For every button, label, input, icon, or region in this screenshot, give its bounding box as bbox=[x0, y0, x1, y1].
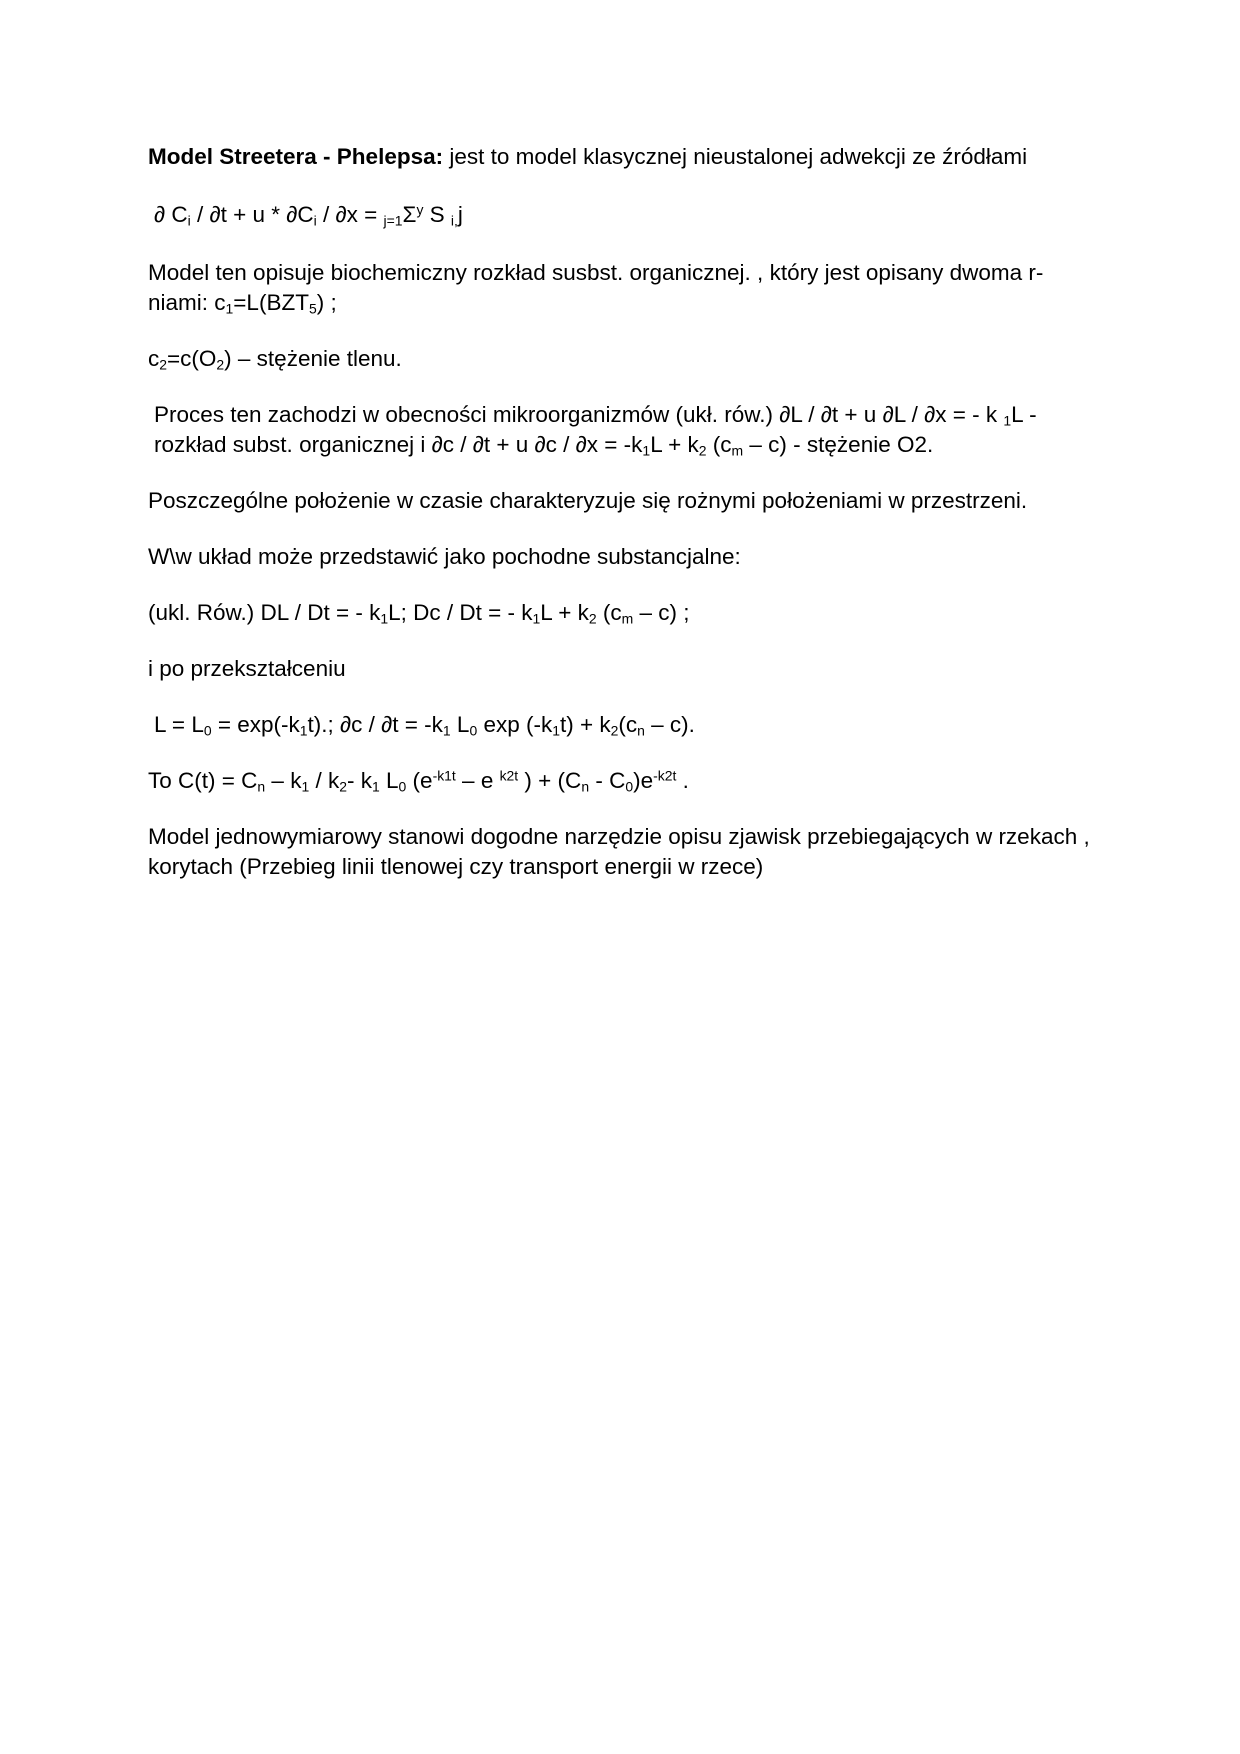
eq-text: = exp(-k bbox=[211, 712, 300, 737]
one-dimensional-model-paragraph: Model jednowymiarowy stanowi dogodne narzędzie opisu zjawisk przebiegających w rzekach , korytach (Przebieg linii tlenowej czy transport energii w rzece) bbox=[148, 824, 1090, 879]
eq-sub: n bbox=[257, 778, 266, 795]
eq-sup: y bbox=[416, 201, 424, 218]
eq-sub: m bbox=[731, 442, 744, 459]
eq-text: exp (-k bbox=[477, 712, 553, 737]
eq-sub: 1 bbox=[372, 778, 380, 795]
eq-sub: m bbox=[621, 610, 634, 627]
eq-text: – c). bbox=[644, 712, 695, 737]
eq-sub: 5 bbox=[308, 300, 317, 317]
eq-text: ) + (C bbox=[518, 768, 582, 793]
eq-text: ∂ C bbox=[154, 202, 188, 227]
eq-sub: 1 bbox=[1003, 412, 1012, 429]
eq-sub: 2 bbox=[610, 722, 619, 739]
document-page bbox=[148, 142, 1098, 882]
intro-paragraph bbox=[148, 142, 1098, 172]
eq-sup: k2t bbox=[499, 767, 519, 784]
eq-sub: 1 bbox=[301, 778, 310, 795]
eq-text: L bbox=[450, 712, 470, 737]
eq-sub: 0 bbox=[398, 778, 407, 795]
intro-text: jest to model klasycznej nieustalonej adwekcji ze źródłami bbox=[443, 144, 1028, 169]
sum-symbol: Σ bbox=[402, 202, 417, 227]
eq-text: / ∂t + u * ∂C bbox=[190, 202, 314, 227]
eq-text: / ∂x = bbox=[316, 202, 384, 227]
eq-sub: 1 bbox=[225, 300, 234, 317]
eq-text: – k bbox=[265, 768, 302, 793]
eq-sub: 2 bbox=[159, 356, 168, 373]
eq-sub: 1 bbox=[442, 722, 451, 739]
body-text: (c bbox=[706, 432, 732, 457]
eq-text: j bbox=[457, 202, 463, 227]
eq-text: S bbox=[423, 202, 451, 227]
eq-text: t).; ∂c / ∂t = -k bbox=[307, 712, 443, 737]
eq-sub: 2 bbox=[588, 610, 597, 627]
body-text: =L(BZT bbox=[233, 290, 309, 315]
equation-advection bbox=[148, 200, 1098, 230]
eq-text: - k bbox=[347, 768, 372, 793]
eq-text: L; Dc / Dt = - k bbox=[388, 600, 533, 625]
eq-sub: 0 bbox=[625, 778, 634, 795]
eq-sub: 2 bbox=[216, 356, 225, 373]
body-text: Proces ten zachodzi w obecności mikroorganizmów (ukł. rów.) ∂L / ∂t + u ∂L / ∂x = - k bbox=[154, 402, 1004, 427]
transformation-line: i po przekształceniu bbox=[148, 656, 346, 681]
body-text: L + k bbox=[650, 432, 699, 457]
eq-sub: i, bbox=[450, 212, 458, 229]
eq-sub: 0 bbox=[203, 722, 212, 739]
body-text: c bbox=[148, 346, 160, 371]
eq-sub: 0 bbox=[469, 722, 478, 739]
eq-text: – e bbox=[455, 768, 500, 793]
eq-text: (ukl. Rów.) DL / Dt = - k bbox=[148, 600, 381, 625]
eq-text: – c) ; bbox=[633, 600, 690, 625]
equation-solution bbox=[148, 710, 1098, 740]
eq-text: To C(t) = C bbox=[148, 768, 258, 793]
oxygen-concentration-line bbox=[148, 344, 1098, 374]
eq-sub: 2 bbox=[698, 442, 707, 459]
eq-text: L bbox=[379, 768, 399, 793]
eq-text: L + k bbox=[540, 600, 589, 625]
eq-text: t) + k bbox=[559, 712, 611, 737]
body-text: =c(O bbox=[167, 346, 217, 371]
eq-text: . bbox=[676, 768, 689, 793]
position-paragraph: Poszczególne położenie w czasie charakteryzuje się rożnymi położeniami w przestrzeni. bbox=[148, 488, 1028, 513]
eq-text: )e bbox=[633, 768, 654, 793]
eq-sup: -k1t bbox=[432, 767, 456, 784]
equation-system bbox=[148, 598, 1098, 628]
eq-text: (c bbox=[596, 600, 622, 625]
equation-oxygen-curve bbox=[148, 766, 1098, 796]
body-text: Model ten opisuje biochemiczny rozkład susbst. organicznej. , który jest opisany dwoma r-niami: c bbox=[148, 260, 1044, 315]
eq-text: / k bbox=[309, 768, 340, 793]
eq-sub: 1 bbox=[532, 610, 541, 627]
eq-sub: 2 bbox=[339, 778, 347, 795]
eq-sub: 1 bbox=[552, 722, 560, 739]
eq-text: (c bbox=[618, 712, 638, 737]
eq-sup: -k2t bbox=[653, 767, 677, 784]
eq-sub: 1 bbox=[299, 722, 308, 739]
eq-sub: 1 bbox=[642, 442, 651, 459]
eq-sub: i bbox=[313, 212, 317, 229]
eq-sub: n bbox=[637, 722, 645, 739]
model-title: Model Streetera - Phelepsa: bbox=[148, 144, 444, 169]
eq-sub: i bbox=[187, 212, 191, 229]
substantial-derivative-paragraph: W\w układ może przedstawić jako pochodne substancjalne: bbox=[148, 544, 741, 569]
eq-sub: j=1 bbox=[383, 212, 403, 229]
body-text: ) ; bbox=[316, 290, 337, 315]
body-text: ) – stężenie tlenu. bbox=[224, 346, 402, 371]
eq-sub: 1 bbox=[380, 610, 389, 627]
eq-sub: n bbox=[581, 778, 590, 795]
body-text: L - rozkład subst. organicznej i ∂c / ∂t + u ∂c / ∂x = -k bbox=[154, 402, 1037, 457]
eq-text: L = L bbox=[154, 712, 204, 737]
body-text: – c) - stężenie O2. bbox=[743, 432, 934, 457]
eq-text: (e bbox=[406, 768, 433, 793]
eq-text: - C bbox=[589, 768, 626, 793]
process-paragraph bbox=[148, 400, 1098, 460]
model-description-paragraph bbox=[148, 258, 1098, 318]
